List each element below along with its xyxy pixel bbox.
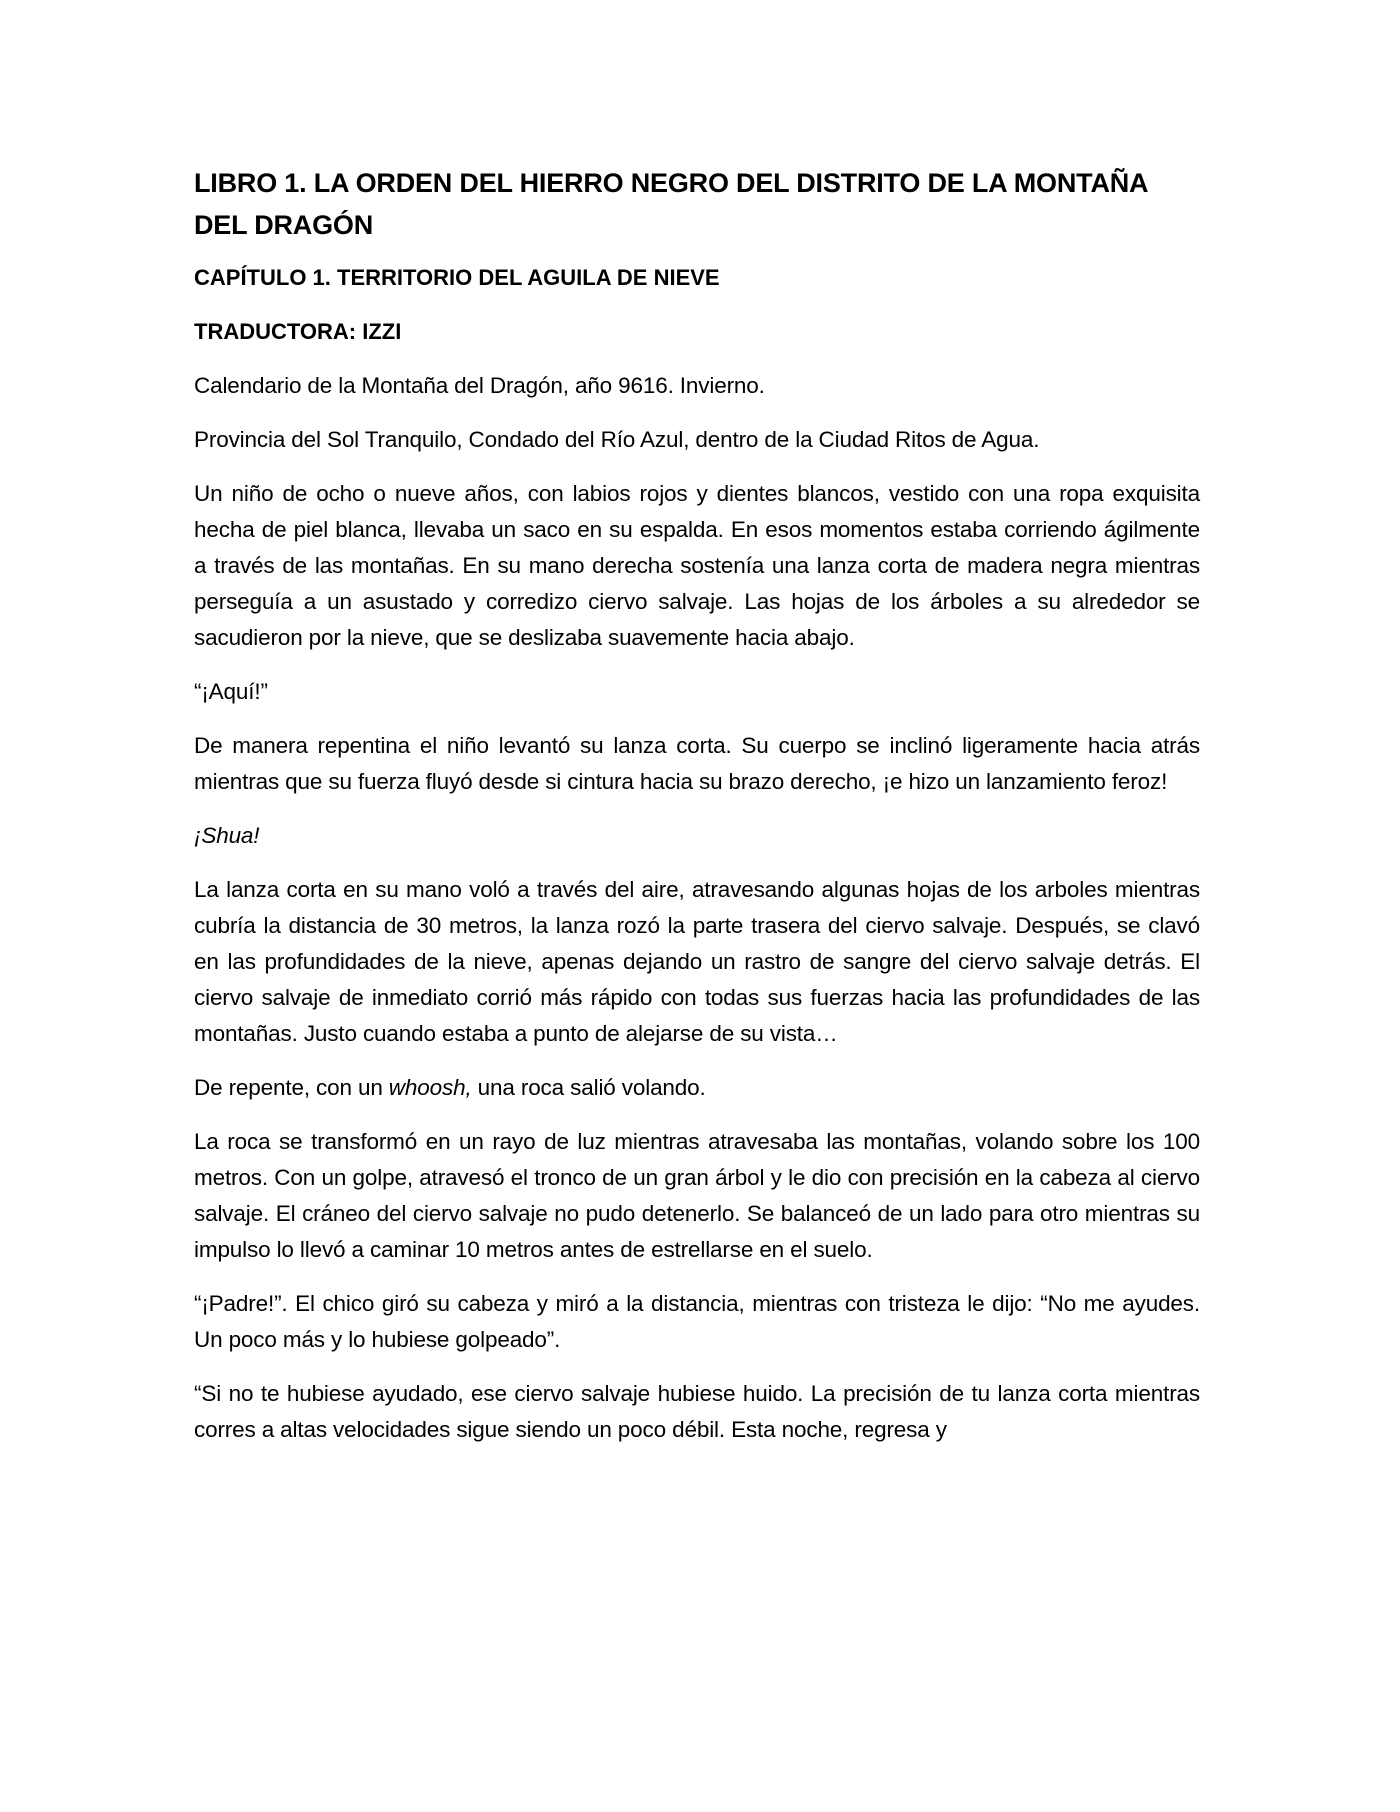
paragraph-8 <box>194 1070 1200 1106</box>
paragraph-5: De manera repentina el niño levantó su lanza corta. Su cuerpo se inclinó ligeramente hacia atrás mientras que su fuerza fluyó desde si cintura hacia su brazo derecho, ¡e hizo un lanzamiento feroz! <box>194 733 1200 794</box>
paragraph-11: “Si no te hubiese ayudado, ese ciervo salvaje hubiese huido. La precisión de tu lanza corta mientras corres a altas velocidades sigue siendo un poco débil. Esta noche, regresa y <box>194 1381 1200 1442</box>
paragraph-8-text-end: una roca salió volando. <box>471 1075 706 1100</box>
paragraph-4: “¡Aquí!” <box>194 679 268 704</box>
paragraph-3: Un niño de ocho o nueve años, con labios rojos y dientes blancos, vestido con una ropa exquisita hecha de piel blanca, llevaba un saco en su espalda. En esos momentos estaba corriendo ágilmente a través de las montañas. En su mano derecha sostenía una lanza corta de madera negra mientras perseguía a un asustado y corredizo ciervo salvaje. Las hojas de los árboles a su alrededor se sacudieron por la nieve, que se deslizaba suavemente hacia abajo. <box>194 481 1200 650</box>
book-title: LIBRO 1. LA ORDEN DEL HIERRO NEGRO DEL DISTRITO DE LA MONTAÑA DEL DRAGÓN <box>194 168 1148 240</box>
paragraph-7: La lanza corta en su mano voló a través del aire, atravesando algunas hojas de los arboles mientras cubría la distancia de 30 metros, la lanza rozó la parte trasera del ciervo salvaje. Después, se clavó en las profundidades de la nieve, apenas dejando un rastro de sangre del ciervo salvaje detrás. El ciervo salvaje de inmediato corrió más rápido con todas sus fuerzas hacia las profundidades de las montañas. Justo cuando estaba a punto de alejarse de su vista… <box>194 877 1200 1046</box>
paragraph-6: ¡Shua! <box>194 823 260 848</box>
paragraph-10: “¡Padre!”. El chico giró su cabeza y miró a la distancia, mientras con tristeza le dijo: “No me ayudes. Un poco más y lo hubiese golpeado”. <box>194 1291 1200 1352</box>
paragraph-1: Calendario de la Montaña del Dragón, año 9616. Invierno. <box>194 373 765 398</box>
document-page <box>194 162 1200 1448</box>
paragraph-2: Provincia del Sol Tranquilo, Condado del Río Azul, dentro de la Ciudad Ritos de Agua. <box>194 427 1040 452</box>
paragraph-8-text-start: De repente, con un <box>194 1075 389 1100</box>
translator-credit: TRADUCTORA: IZZI <box>194 319 402 344</box>
paragraph-9: La roca se transformó en un rayo de luz mientras atravesaba las montañas, volando sobre los 100 metros. Con un golpe, atravesó el tronco de un gran árbol y le dio con precisión en la cabeza al ciervo salvaje. El cráneo del ciervo salvaje no pudo detenerlo. Se balanceó de un lado para otro mientras su impulso lo llevó a caminar 10 metros antes de estrellarse en el suelo. <box>194 1129 1200 1262</box>
chapter-heading: CAPÍTULO 1. TERRITORIO DEL AGUILA DE NIEVE <box>194 265 720 290</box>
paragraph-8-emphasis: whoosh, <box>388 1075 472 1100</box>
